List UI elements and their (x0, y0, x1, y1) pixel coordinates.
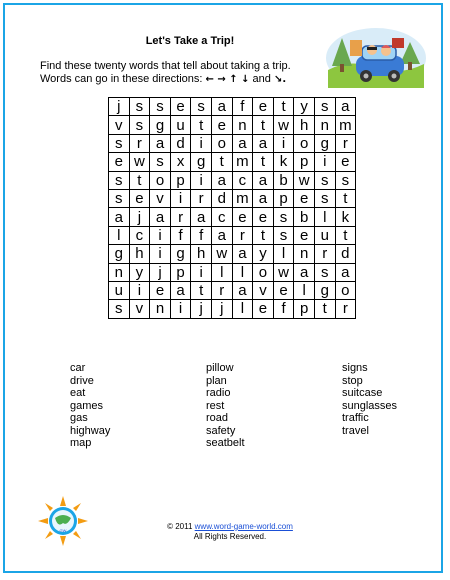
grid-cell[interactable]: g (109, 245, 130, 263)
grid-cell[interactable]: r (314, 245, 335, 263)
grid-cell[interactable]: f (232, 98, 253, 116)
grid-cell[interactable]: n (232, 116, 253, 134)
grid-cell[interactable]: p (273, 189, 294, 207)
grid-cell[interactable]: r (335, 134, 356, 152)
word-column-1 (70, 362, 110, 450)
grid-row (109, 171, 356, 189)
grid-cell[interactable]: m (232, 153, 253, 171)
grid-cell[interactable]: a (253, 171, 274, 189)
grid-cell[interactable]: l (232, 300, 253, 318)
grid-cell[interactable]: e (335, 153, 356, 171)
grid-cell[interactable]: r (335, 300, 356, 318)
word-column-2 (206, 362, 245, 450)
grid-cell[interactable]: a (335, 98, 356, 116)
grid-row (109, 300, 356, 318)
grid-cell[interactable]: t (335, 226, 356, 244)
grid-cell[interactable]: c (232, 171, 253, 189)
grid-row (109, 189, 356, 207)
direction-arrows: ← → ↑ ↓ (205, 74, 250, 85)
instructions-and: and (252, 73, 271, 85)
word-list-item: suitcase (342, 387, 383, 399)
grid-cell[interactable]: a (232, 281, 253, 299)
grid-cell[interactable]: w (129, 153, 150, 171)
grid-cell[interactable]: j (129, 208, 150, 226)
grid-cell[interactable]: u (314, 226, 335, 244)
grid-cell[interactable]: i (314, 153, 335, 171)
word-search-grid (108, 97, 356, 319)
grid-cell[interactable]: k (273, 153, 294, 171)
grid-cell[interactable]: i (191, 171, 212, 189)
grid-cell[interactable]: w (273, 263, 294, 281)
grid-cell[interactable]: s (314, 263, 335, 281)
grid-cell[interactable]: t (253, 116, 274, 134)
grid-cell[interactable]: n (109, 263, 130, 281)
grid-cell[interactable]: d (335, 245, 356, 263)
grid-cell[interactable]: e (253, 98, 274, 116)
grid-cell[interactable]: v (150, 189, 171, 207)
grid-cell[interactable]: t (191, 116, 212, 134)
grid-cell[interactable]: r (211, 281, 232, 299)
grid-cell[interactable]: s (150, 153, 171, 171)
grid-cell[interactable]: t (273, 98, 294, 116)
grid-cell[interactable]: t (191, 281, 212, 299)
grid-cell[interactable]: l (314, 208, 335, 226)
grid-cell[interactable]: u (170, 116, 191, 134)
copyright-prefix: © 2011 (167, 522, 193, 531)
grid-cell[interactable]: e (294, 189, 315, 207)
grid-cell[interactable]: e (150, 281, 171, 299)
grid-cell[interactable]: l (211, 263, 232, 281)
grid-cell[interactable]: f (273, 300, 294, 318)
grid-cell[interactable]: v (109, 116, 130, 134)
grid-cell[interactable]: h (129, 245, 150, 263)
grid-cell[interactable]: t (314, 300, 335, 318)
grid-cell[interactable]: e (170, 98, 191, 116)
grid-cell[interactable]: s (150, 98, 171, 116)
grid-cell[interactable]: n (294, 245, 315, 263)
word-list-item: pillow (206, 362, 234, 374)
instructions-line1: Find these twenty words that tell about taking a trip. (40, 60, 291, 72)
grid-cell[interactable]: m (232, 189, 253, 207)
grid-cell[interactable]: o (211, 134, 232, 152)
grid-cell[interactable]: f (170, 226, 191, 244)
grid-row (109, 208, 356, 226)
grid-cell[interactable]: n (150, 300, 171, 318)
grid-cell[interactable]: s (109, 171, 130, 189)
grid-row (109, 153, 356, 171)
grid-cell[interactable]: e (294, 226, 315, 244)
grid-cell[interactable]: s (129, 98, 150, 116)
word-list-item: map (70, 437, 92, 449)
grid-cell[interactable]: l (109, 226, 130, 244)
car-trip-illustration (320, 18, 428, 90)
word-list-item: eat (70, 387, 86, 399)
grid-cell[interactable]: t (253, 153, 274, 171)
word-list-item: radio (206, 387, 231, 399)
grid-cell[interactable]: i (191, 263, 212, 281)
grid-cell[interactable]: t (129, 171, 150, 189)
word-list-item: travel (342, 424, 369, 437)
grid-cell[interactable]: t (335, 189, 356, 207)
grid-cell[interactable]: i (150, 226, 171, 244)
grid-cell[interactable]: m (335, 116, 356, 134)
grid-cell[interactable]: o (253, 263, 274, 281)
grid-cell[interactable]: y (129, 263, 150, 281)
grid-cell[interactable]: c (129, 226, 150, 244)
word-list-item: games (70, 399, 104, 412)
grid-cell[interactable]: a (150, 208, 171, 226)
grid-row (109, 281, 356, 299)
word-list-item: gas (70, 412, 88, 424)
grid-cell[interactable]: a (253, 189, 274, 207)
grid-cell[interactable]: l (273, 245, 294, 263)
word-list-item: sunglasses (342, 399, 398, 412)
grid-cell[interactable]: o (294, 134, 315, 152)
grid-cell[interactable]: k (335, 208, 356, 226)
diagonal-arrow: ↘. (273, 74, 287, 85)
grid-cell[interactable]: i (191, 134, 212, 152)
grid-cell[interactable]: g (314, 281, 335, 299)
grid-cell[interactable]: g (314, 134, 335, 152)
grid-cell[interactable]: g (170, 245, 191, 263)
grid-cell[interactable]: r (129, 134, 150, 152)
grid-cell[interactable]: s (109, 189, 130, 207)
grid-cell[interactable]: i (170, 189, 191, 207)
instructions (40, 60, 330, 86)
grid-cell[interactable]: t (253, 226, 274, 244)
word-column-3 (342, 362, 397, 437)
instructions-prefix: Words can go in these directions: (40, 73, 203, 85)
grid-cell[interactable]: a (335, 263, 356, 281)
website-link[interactable]: www.word-game-world.com (194, 522, 293, 531)
grid-cell[interactable]: x (170, 153, 191, 171)
grid-row (109, 263, 356, 281)
grid-cell[interactable]: s (314, 98, 335, 116)
word-list-item: safety (206, 424, 236, 437)
grid-cell[interactable]: r (170, 208, 191, 226)
grid-cell[interactable]: o (335, 281, 356, 299)
copyright-line (130, 522, 330, 532)
grid-row (109, 134, 356, 152)
grid-cell[interactable]: b (273, 171, 294, 189)
word-list-item: drive (70, 374, 94, 387)
grid-cell[interactable]: b (294, 208, 315, 226)
grid-cell[interactable]: j (211, 300, 232, 318)
grid-cell[interactable]: s (314, 189, 335, 207)
grid-cell[interactable]: p (170, 263, 191, 281)
grid-cell[interactable]: e (211, 116, 232, 134)
grid-cell[interactable]: p (294, 153, 315, 171)
grid-cell[interactable]: d (211, 189, 232, 207)
word-list-item: rest (206, 399, 225, 412)
grid-cell[interactable]: u (109, 281, 130, 299)
grid-cell[interactable]: y (253, 245, 274, 263)
grid-cell[interactable]: a (191, 208, 212, 226)
grid-cell[interactable]: l (232, 263, 253, 281)
grid-cell[interactable]: p (294, 300, 315, 318)
grid-cell[interactable]: c (211, 208, 232, 226)
grid-cell[interactable]: a (150, 134, 171, 152)
grid-cell[interactable]: v (129, 300, 150, 318)
grid-cell[interactable]: j (109, 98, 130, 116)
grid-cell[interactable]: a (294, 263, 315, 281)
grid-cell[interactable]: t (211, 153, 232, 171)
logo-label: GW (59, 528, 67, 533)
grid-cell[interactable]: j (191, 300, 212, 318)
word-game-world-logo-icon (38, 496, 88, 546)
grid-cell[interactable]: e (232, 208, 253, 226)
grid-cell[interactable]: w (294, 171, 315, 189)
grid-cell[interactable]: y (294, 98, 315, 116)
grid-cell[interactable]: d (170, 134, 191, 152)
grid-cell[interactable]: e (253, 208, 274, 226)
grid-cell[interactable]: a (211, 226, 232, 244)
grid-cell[interactable]: s (273, 208, 294, 226)
grid-cell[interactable]: w (273, 116, 294, 134)
grid-cell[interactable]: e (253, 300, 274, 318)
grid-cell[interactable]: g (150, 116, 171, 134)
grid-row (109, 116, 356, 134)
grid-cell[interactable]: f (191, 226, 212, 244)
grid-cell[interactable]: w (211, 245, 232, 263)
grid-cell[interactable]: e (273, 281, 294, 299)
grid-cell[interactable]: s (314, 171, 335, 189)
grid-cell[interactable]: s (273, 226, 294, 244)
grid-cell[interactable]: i (273, 134, 294, 152)
word-list-item: road (206, 412, 229, 424)
grid-cell[interactable]: p (170, 171, 191, 189)
footer (130, 522, 330, 542)
grid-cell[interactable]: s (109, 134, 130, 152)
grid-cell[interactable]: o (150, 171, 171, 189)
word-list-item: car (70, 362, 86, 374)
word-list-item: signs (342, 362, 368, 374)
grid-cell[interactable]: e (129, 189, 150, 207)
word-list-item: plan (206, 374, 227, 387)
grid-cell[interactable]: n (314, 116, 335, 134)
grid-row (109, 98, 356, 116)
grid-cell[interactable]: i (170, 300, 191, 318)
grid-cell[interactable]: s (109, 300, 130, 318)
grid-cell[interactable]: s (335, 171, 356, 189)
word-list-item: stop (342, 374, 363, 387)
word-list-item: seatbelt (206, 437, 245, 449)
word-list-item: highway (70, 424, 111, 437)
grid-cell[interactable]: i (129, 281, 150, 299)
grid-cell[interactable]: a (232, 245, 253, 263)
grid-cell[interactable]: g (191, 153, 212, 171)
grid-cell[interactable]: a (211, 98, 232, 116)
grid-cell[interactable]: h (294, 116, 315, 134)
grid-cell[interactable]: a (109, 208, 130, 226)
grid-cell[interactable]: s (129, 116, 150, 134)
grid-cell[interactable]: j (150, 263, 171, 281)
grid-cell[interactable]: a (232, 134, 253, 152)
grid-cell[interactable]: l (294, 281, 315, 299)
grid-cell[interactable]: h (191, 245, 212, 263)
grid-cell[interactable]: r (191, 189, 212, 207)
rights-text: All Rights Reserved. (193, 532, 267, 541)
grid-cell[interactable]: a (253, 134, 274, 152)
grid-cell[interactable]: i (150, 245, 171, 263)
grid-row (109, 226, 356, 244)
instructions-line2 (40, 73, 330, 86)
grid-cell[interactable]: a (170, 281, 191, 299)
grid-row (109, 245, 356, 263)
grid-cell[interactable]: r (232, 226, 253, 244)
grid-cell[interactable]: v (253, 281, 274, 299)
grid-cell[interactable]: e (109, 153, 130, 171)
word-list-item: traffic (342, 412, 369, 424)
grid-cell[interactable]: s (191, 98, 212, 116)
page-title: Let's Take a Trip! (145, 35, 235, 47)
grid-cell[interactable]: a (211, 171, 232, 189)
